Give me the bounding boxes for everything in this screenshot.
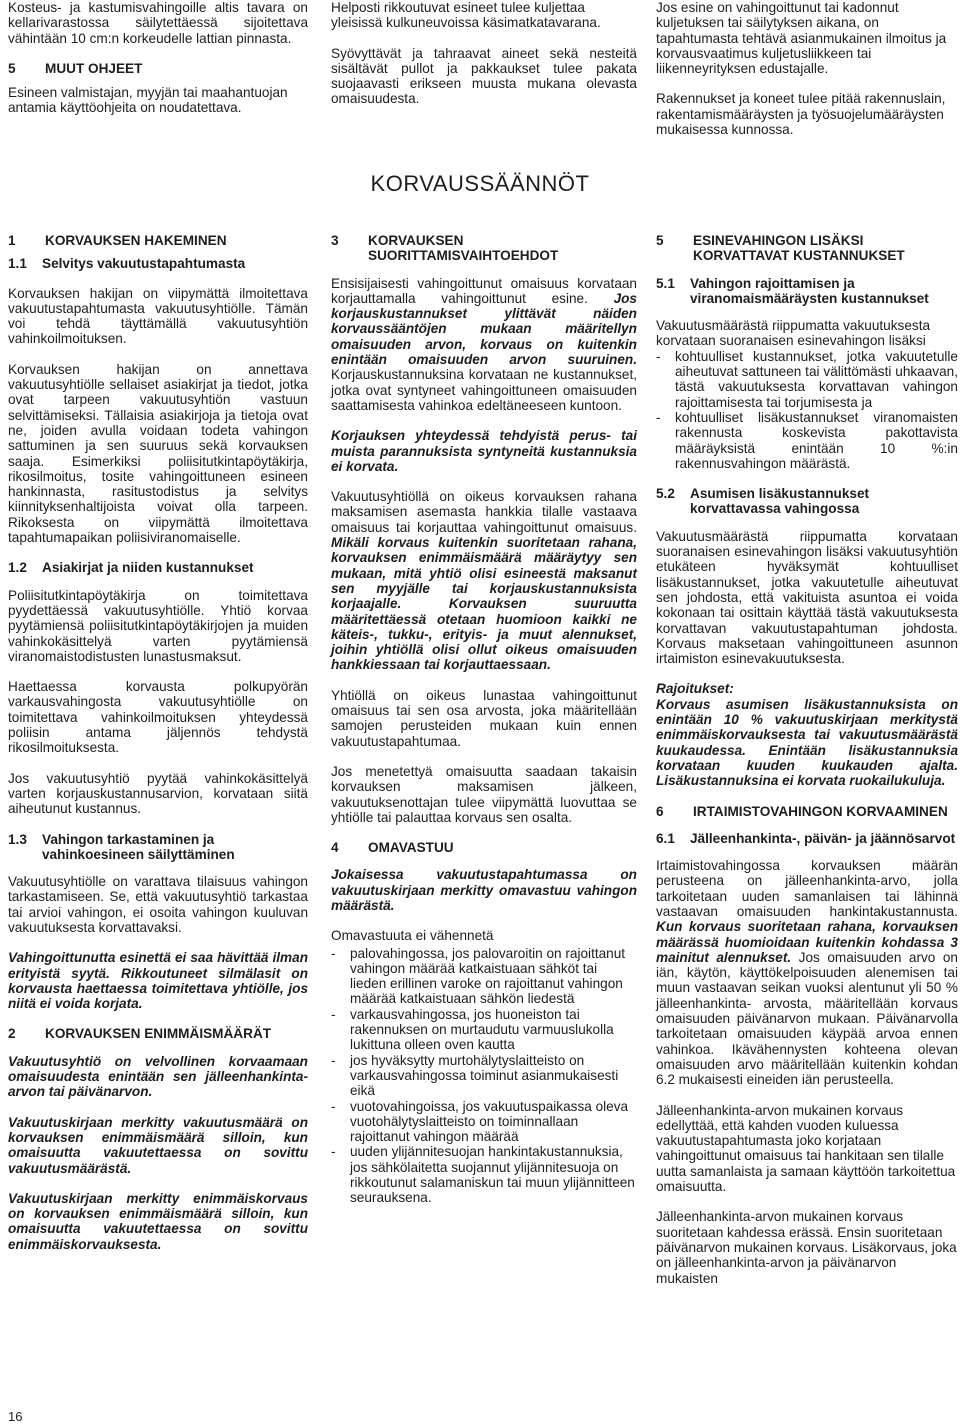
section-title: IRTAIMISTOVAHINGON KORVAAMINEN <box>693 803 948 819</box>
paragraph-emphasis: Jokaisessa vakuutustapahtumassa on vakuutuskirjaan merkitty omavastuu vahingon määrästä. <box>331 867 637 913</box>
top-column-2 <box>331 0 637 122</box>
subsection-title: Asumisen lisäkustannukset korvattavassa vahingossa <box>690 486 870 517</box>
section-heading-4 <box>331 840 637 855</box>
paragraph-emphasis: Korjauksen yhteydessä tehdyistä perus- tai muista parannuksista syntyneitä kustannuksia ei korvata. <box>331 428 637 474</box>
text-run-emphasis: Kun korvaus suoritetaan rahana, korvauksen määrässä huomioidaan kuitenkin kohdassa 3 mainitut alennukset. <box>656 919 958 965</box>
text-run: Vakuutusyhtiöllä on oikeus korvauksen rahana maksamisen asemasta hankkia tilalle vastaava omaisuus tai korjauttaa vahingoittunut omaisuus. <box>331 489 637 535</box>
paragraph-emphasis: Vakuutusyhtiö on velvollinen korvaamaan omaisuudesta enintään sen jälleenhankinta-arvon tai päivänarvon. <box>8 1053 308 1100</box>
paragraph: Yhtiöllä on oikeus lunastaa vahingoittunut omaisuus tai sen osa arvosta, joka määritellään samojen perusteiden mukaan kuin ennen vakuutustapahtumaa. <box>331 687 637 749</box>
section-title: ESINEVAHINGON LISÄKSI KORVATTAVAT KUSTANNUKSET <box>693 233 905 264</box>
column-2 <box>331 233 637 1221</box>
text-run-emphasis: Jos korjauskustannukset ylittävät näiden korvaussääntöjen mukaan määritellyn omaisuuden arvon, korvaus on kuitenkin enintään omaisuuden arvon suuruinen. <box>331 290 637 368</box>
paragraph: Rakennukset ja koneet tulee pitää rakennuslain, rakentamismääräysten ja työsuojelumääräysten mukaisessa kunnossa. <box>656 91 946 138</box>
paragraph: Jälleenhankinta-arvon mukainen korvaus suoritetaan kahdessa erässä. Ensin suoritetaan päivänarvon mukainen korvaus. Lisäkorvaus, joka on jälleenhankinta-arvon ja päivänarvon mukaisten <box>656 1209 957 1286</box>
text-run-emphasis: Mikäli korvaus kuitenkin suoritetaan rahana, korvauksen enimmäismäärä määräytyy sen mukaan, mitä yhtiö olisi esineestä maksanut sen myyjälle tai korjauskustannuksista korjaajalle. Korvauksen suuruutta määritettäessä otetaan huomioon kaikki ne käteis-, tukku-, erityis- ja muut alennukset, joihin yhtiöllä olisi ollut oikeus omaisuuden hankkiessaan tai korjauttaessaan. <box>331 535 637 673</box>
top-column-1 <box>8 0 308 131</box>
paragraph-emphasis: Vakuutuskirjaan merkitty vakuutusmäärä on korvauksen enimmäismäärä silloin, kun omaisuutta vakuutettaessa on sovittu vakuutusmäärästä. <box>8 1114 308 1176</box>
list-item: - kohtuulliset kustannukset, jotka vakuutetulle aiheutuvat sattuneen tai välittömästi uhkaavan, tästä vakuutuksesta korvattavan vahingon rajoittamisesta tai torjumisesta ja <box>656 348 958 410</box>
paragraph: Vakuutusyhtiölle on varattava tilaisuus vahingon tarkastamiseen. Se, että vakuutusyhtiö tarkastaa tai arvioi vahingon, ei osoita vahingon kuuluvan vakuutuksesta korvattavaksi. <box>8 874 308 935</box>
paragraph-emphasis: Vakuutuskirjaan merkitty enimmäiskorvaus on korvauksen enimmäismäärä silloin, kun omaisuutta vakuutettaessa on sovittu enimmäiskorvauksesta. <box>8 1190 308 1252</box>
paragraph: Esineen valmistajan, myyjän tai maahantuojan antamia käyttöohjeita on noudatettava. <box>8 85 288 116</box>
section-number: 1 <box>8 233 16 248</box>
list-item: - jos hyväksytty murtohälytyslaitteisto on varkausvahingossa toiminut asianmukaisesti eikä <box>331 1052 619 1099</box>
additional-costs-list <box>656 349 958 471</box>
paragraph: Jos esine on vahingoittunut tai kadonnut kuljetuksen tai säilytyksen aikana, on tapahtumasta tehtävä asianmukainen ilmoitus ja korvausvaatimus kuljetusliikkeen tai liikenneyrityksen edustajalle. <box>656 0 947 77</box>
paragraph: Omavastuuta ei vähennetä <box>331 928 494 944</box>
subsection-heading-6-1 <box>656 831 958 846</box>
section-heading-2 <box>8 1026 308 1041</box>
top-column-3 <box>656 0 958 152</box>
paragraph: Jos vakuutusyhtiö pyytää vahinkokäsittelyä varten korjauskustannusarvion, korvataan siitä aiheutunut kustannus. <box>8 770 308 817</box>
text-run: Jos omaisuuden arvo on iän, käytön, käyttökelpoisuuden alenemisen tai muun vastaavan seikan vuoksi alentunut yli 50 % jälleenhankinta- arvosta, määritellään korvaus omaisuuden päivänarvon mukaan. Päivänarvolla tarkoitetaan omaisuuden käypää arvoa ennen vahinkoa. Ikävähennysten kohteena olevan omaisuuden arvo määritellään kuitenkin kohdan 6.2 mukaisesti eineiden iän perusteella. <box>656 949 958 1088</box>
section-title: OMAVASTUU <box>368 840 454 856</box>
column-3 <box>656 233 958 1301</box>
section-title: MUUT OHJEET <box>45 60 143 76</box>
section-heading-6 <box>656 804 958 819</box>
subsection-number: 6.1 <box>656 830 675 846</box>
section-number: 2 <box>8 1026 16 1042</box>
list-item: - palovahingossa, jos palovaroitin on rajoittanut vahingon määrää katkaistuaan sähköt tai lieden erillinen varoke on rajoittanut vahingon määrää katkaistuaan sähkön liedestä <box>331 945 626 1007</box>
restrictions-label: Rajoitukset: <box>656 681 734 697</box>
section-title: KORVAUKSEN HAKEMINEN <box>45 233 227 248</box>
list-item: - uuden ylijännitesuojan hankintakustannuksia, jos sähkölaitetta suojannut ylijännitesuoja on rikkoutunut salamaniskun tai muun ylijännitteen seurauksena. <box>331 1144 635 1206</box>
paragraph-emphasis: Korvaus asumisen lisäkustannuksista on enintään 10 % vakuutuskirjaan merkitystä enimmäiskorvauksesta tai vakuutusmäärästä kuukaudessa. Enintään lisäkustannuksia korvataan kuuden kuukauden ajalta. Lisäkustannuksina ei korvata ruokailukuluja. <box>656 696 958 789</box>
paragraph: Vakuutusmäärästä riippumatta korvataan suoranaisen esinevahingon lisäksi vakuutusyhtiön etukäteen hyväksymät kohtuulliset lisäkustannukset, jotka vakuutetulle aiheutuvat sen johdosta, että vakituista asuntoa ei voida kokonaan tai osittain käyttää tästä vakuutuksesta korvattavan vakuutustapahtuman johdosta. Korvaus maksetaan vahingoittuneen asunnon irtaimiston esinevakuutuksesta. <box>656 528 958 667</box>
column-1 <box>8 233 308 1267</box>
section-number: 5 <box>656 233 664 248</box>
paragraph: Korvauksen hakijan on annettava vakuutusyhtiölle sellaiset asiakirjat ja tiedot, jotka ovat tarpeen vakuutusyhtiön vastuun selvittämiseksi. Tällaisia asiakirjoja ja tietoja ovat ne, joiden avulla voidaan todeta vahingon sattuminen ja sen suuruus sekä korvauksen saaja. Esimerkiksi poliisitutkintapöytäkirja, rikosilmoitus, tosite vahingoittuneen esineen hankinnasta, rasitustodistus ja selvitys kiinnityksenhaltijoista voivat olla tarpeen. Rikoksesta on viipymättä ilmoitettava tapahtumapaikan poliisiviranomaiselle. <box>8 361 308 546</box>
paragraph <box>656 858 958 1087</box>
subsection-heading-5-1 <box>656 276 958 307</box>
section-heading-3 <box>331 233 637 264</box>
paragraph: Jälleenhankinta-arvon mukainen korvaus edellyttää, että kahden vuoden kuluessa vakuutustapahtumasta joko korjataan vahingoittunut omaisuus tai hankitaan sen tilalle uutta samanlaista ja samaan käyttöön tarkoitettua omaisuutta. <box>656 1102 956 1195</box>
page-title: KORVAUSSÄÄNNÖT <box>370 171 590 196</box>
section-heading-5 <box>656 233 958 264</box>
list-item: - vuotovahingoissa, jos vakuutuspaikassa oleva vuotohälytyslaitteisto on toiminnallaan rajoittanut vahingon määrää <box>331 1098 629 1145</box>
section-number: 6 <box>656 803 664 819</box>
subsection-number: 1.1 <box>8 256 27 272</box>
page-number: 16 <box>8 1409 23 1424</box>
subsection-heading-1-3 <box>8 832 308 863</box>
subsection-number: 5.1 <box>656 275 675 291</box>
subsection-title: Jälleenhankinta-, päivän- ja jäännösarvot <box>690 830 956 846</box>
subsection-heading-5-2 <box>656 486 958 517</box>
paragraph: Vakuutusmäärästä riippumatta vakuutuksesta korvataan suoranaisen esinevahingon lisäksi <box>656 318 931 349</box>
subsection-number: 1.3 <box>8 831 27 847</box>
subsection-title: Vahingon tarkastaminen ja vahinkoesineen säilyttäminen <box>42 831 235 862</box>
paragraph: Jos menetettyä omaisuutta saadaan takaisin korvauksen maksamisen jälkeen, vakuutuksenottajan tulee viipymättä luovuttaa se yhtiölle tai palauttaa korvaus sen osalta. <box>331 763 637 825</box>
paragraph-emphasis: Vahingoittunutta esinettä ei saa hävittää ilman erityistä syytä. Rikkoutuneet silmälasit on korvausta haettaessa toimitettava yhtiölle, jos niitä ei voida korjata. <box>8 950 308 1012</box>
section-title: KORVAUKSEN SUORITTAMISVAIHTOEHDOT <box>368 233 559 264</box>
paragraph: Korvauksen hakijan on viipymättä ilmoitettava vakuutustapahtumasta vakuutusyhtiölle. Tämän voi tehdä täyttämällä vakuutusyhtiön vahinkoilmoituksen. <box>8 285 308 347</box>
text-run: Korjauskustannuksina korvataan ne kustannukset, jotka ovat syntyneet vahingoittuneen omaisuuden saattamisesta vahinkoa edeltäneeseen kuntoon. <box>331 367 637 413</box>
text-run: Irtaimistovahingossa korvauksen määrän perusteena on jälleenhankinta-arvo, jolla tarkoitetaan uuden samanlaisen tai lähinnä vastaavan omaisuuden hankintakustannusta. <box>656 858 958 919</box>
text-run: Ensisijaisesti vahingoittunut omaisuus korvataan korjauttamalla vahingoittunut esine. <box>331 275 637 306</box>
subsection-title: Asiakirjat ja niiden kustannukset <box>42 560 254 576</box>
paragraph: Poliisitutkintapöytäkirja on toimitettava pyydettäessä vakuutusyhtiölle. Yhtiö korvaa pyytämiensä poliisitutkintapöytäkirjojen ja muiden vahinkokäsittelyä varten pyytämiensä viranomaistodistusten lunastusmaksut. <box>8 587 308 664</box>
section-number: 4 <box>331 840 339 856</box>
subsection-title: Selvitys vakuutustapahtumasta <box>42 256 246 272</box>
omavastuu-exceptions-list <box>331 946 637 1206</box>
section-heading-5-muut-ohjeet <box>8 61 308 76</box>
subsection-number: 5.2 <box>656 486 675 502</box>
list-item: - varkausvahingossa, jos huoneiston tai rakennuksen on murtaudutu varmuuslukolla lukittuna olleen oven kautta <box>331 1006 614 1053</box>
subsection-heading-1-1 <box>8 256 308 271</box>
subsection-number: 1.2 <box>8 560 27 576</box>
paragraph: Haettaessa korvausta polkupyörän varkausvahingosta vakuutusyhtiölle on toimitettava vahinkoilmoituksen yhteydessä poliisin antama jäljennös tehdystä rikosilmoituksesta. <box>8 679 308 756</box>
paragraph: Kosteus- ja kastumisvahingoille altis tavara on kellarivarastossa säilytettäessä sijoitettava vähintään 10 cm:n korkeudelle lattian pinnasta. <box>8 0 308 46</box>
paragraph <box>331 489 637 673</box>
section-number: 3 <box>331 233 339 248</box>
section-number: 5 <box>8 60 16 76</box>
paragraph: Syövyttävät ja tahraavat aineet sekä nesteitä sisältävät pullot ja pakkaukset tulee pakata suojaavasti erikseen muusta mukana olevasta omaisuudesta. <box>331 45 637 107</box>
paragraph <box>331 276 637 414</box>
section-heading-1 <box>8 233 308 248</box>
subsection-title: Vahingon rajoittamisen ja viranomaismääräysten kustannukset <box>690 275 929 306</box>
paragraph: Helposti rikkoutuvat esineet tulee kuljettaa yleisissä kulkuneuvoissa käsimatkatavarana. <box>331 0 601 31</box>
subsection-heading-1-2 <box>8 560 308 575</box>
section-title: KORVAUKSEN ENIMMÄISMÄÄRÄT <box>45 1026 272 1042</box>
list-item: - kohtuulliset lisäkustannukset viranomaisten rakennusta koskevista pakottavista määräyksistä enintään 10 %:in rakennusvahingon määrästä. <box>656 409 958 471</box>
